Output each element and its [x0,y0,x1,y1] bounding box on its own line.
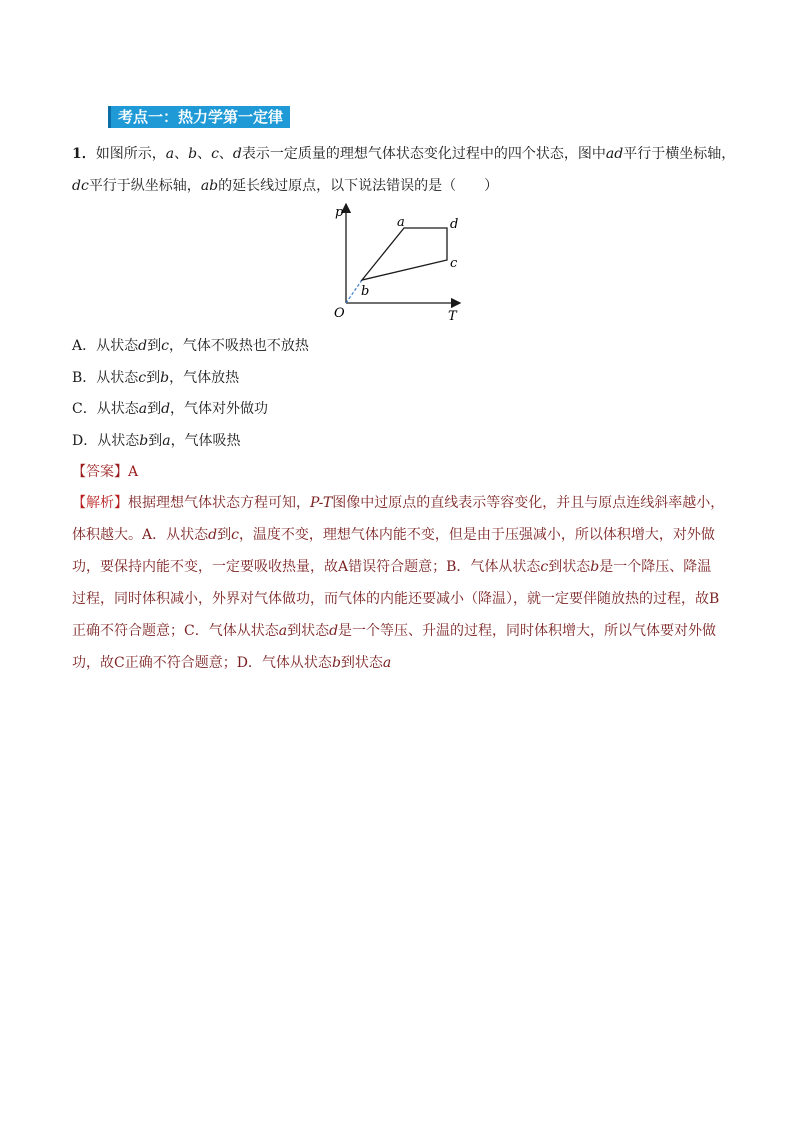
question [72,138,736,202]
point-label-c: c [450,256,458,271]
state-var: a [162,433,171,449]
analysis-text: 是一个降压、降温 [599,559,712,575]
analysis-line [72,583,732,615]
analysis [72,487,732,679]
state-var: b [139,433,149,449]
state-var: c [161,338,169,354]
state-var: b [331,655,341,671]
option-text: 从状态 [96,401,139,417]
question-text: 平行于纵坐标轴， [88,178,201,194]
state-var: c [540,559,549,575]
option-letter: B． [72,370,97,386]
state-var: a [138,401,148,417]
analysis-line [72,519,732,551]
question-line-1 [72,138,736,170]
analysis-text: 是一个等压、升温的过程，同时体积增大，所以气体要对外做 [338,623,717,639]
answer-value: A [128,464,139,480]
option-text: 到 [148,433,163,449]
state-var: d [161,401,171,417]
state-c: c [211,146,219,162]
answer [72,461,138,481]
analysis-line [72,647,732,679]
pt-symbol: P-T [310,495,333,511]
option-letter: A． [72,338,97,354]
x-axis-label: T [448,309,457,322]
option-b[interactable] [72,367,239,387]
segment-dc: dc [72,178,89,194]
option-text: 到 [147,401,162,417]
y-axis-label: p [335,205,344,220]
state-var: a [278,623,288,639]
option-text: 从状态 [96,370,139,386]
point-label-a: a [397,215,405,230]
question-text: 的延长线过原点，以下说法错误的是（ ） [218,178,499,194]
analysis-text: 功，故C正确不符合题意；D．气体从状态 [72,655,332,671]
state-var: a [382,655,392,671]
option-text: 从状态 [96,338,139,354]
analysis-line [72,487,732,519]
origin-label: O [334,306,345,321]
option-text: 从状态 [97,433,140,449]
section-badge: 考点一：热力学第一定律 [108,106,290,128]
question-text: 、 [218,146,233,162]
option-text: ，气体吸热 [170,433,241,449]
analysis-text: 根据理想气体状态方程可知， [128,495,310,511]
option-letter: C． [72,401,97,417]
point-label-b: b [361,284,370,299]
analysis-text: 到 [217,527,232,543]
process-cycle [362,228,447,280]
state-var: b [160,370,170,386]
question-text: 、 [197,146,212,162]
analysis-text: 到状态 [340,655,383,671]
state-d: d [232,146,242,162]
point-label-d: d [450,217,459,232]
analysis-text: 到状态 [287,623,330,639]
analysis-line [72,551,732,583]
answer-tag: 【答案】 [72,464,128,480]
extension-line-ob [346,280,362,303]
state-a: a [165,146,175,162]
state-b: b [188,146,198,162]
segment-ad: ad [605,146,624,162]
option-text: ，气体不吸热也不放热 [168,338,309,354]
option-text: ，气体放热 [169,370,240,386]
state-var: c [138,370,147,386]
option-a[interactable] [72,335,309,355]
question-text: 平行于横坐标轴， [623,146,736,162]
analysis-text: ，温度不变，理想气体内能不变，但是由于压强减小，所以体积增大，对外做 [238,527,715,543]
p-t-diagram [324,198,474,322]
option-d[interactable] [72,430,241,450]
analysis-text: 过程，同时体积减小，外界对气体做功，而气体的内能还要减小（降温），就一定要伴随放热的过程，故B [72,591,720,607]
question-text: 如图所示， [95,146,166,162]
question-text: 表示一定质量的理想气体状态变化过程中的四个状态，图中 [241,146,606,162]
question-number: 1． [72,146,96,162]
analysis-text: 图像中过原点的直线表示等容变化，并且与原点连线斜率越小， [332,495,725,511]
option-text: 到 [146,370,161,386]
state-var: b [590,559,600,575]
state-var: d [329,623,339,639]
analysis-text: 到状态 [548,559,591,575]
option-c[interactable] [72,398,268,418]
analysis-line [72,615,732,647]
option-text: 到 [147,338,162,354]
analysis-text: 功，要保持内能不变，一定要吸收热量，故A错误符合题意；B．气体从状态 [72,559,541,575]
segment-ab: ab [200,178,219,194]
option-letter: D． [72,433,98,449]
analysis-text: 正确不符合题意；C．气体从状态 [72,623,279,639]
analysis-text: 体积越大。A．从状态 [72,527,209,543]
state-var: c [231,527,239,543]
state-var: d [208,527,218,543]
question-text: 、 [174,146,189,162]
analysis-tag: 【解析】 [72,495,128,511]
option-text: ，气体对外做功 [170,401,269,417]
state-var: d [138,338,148,354]
